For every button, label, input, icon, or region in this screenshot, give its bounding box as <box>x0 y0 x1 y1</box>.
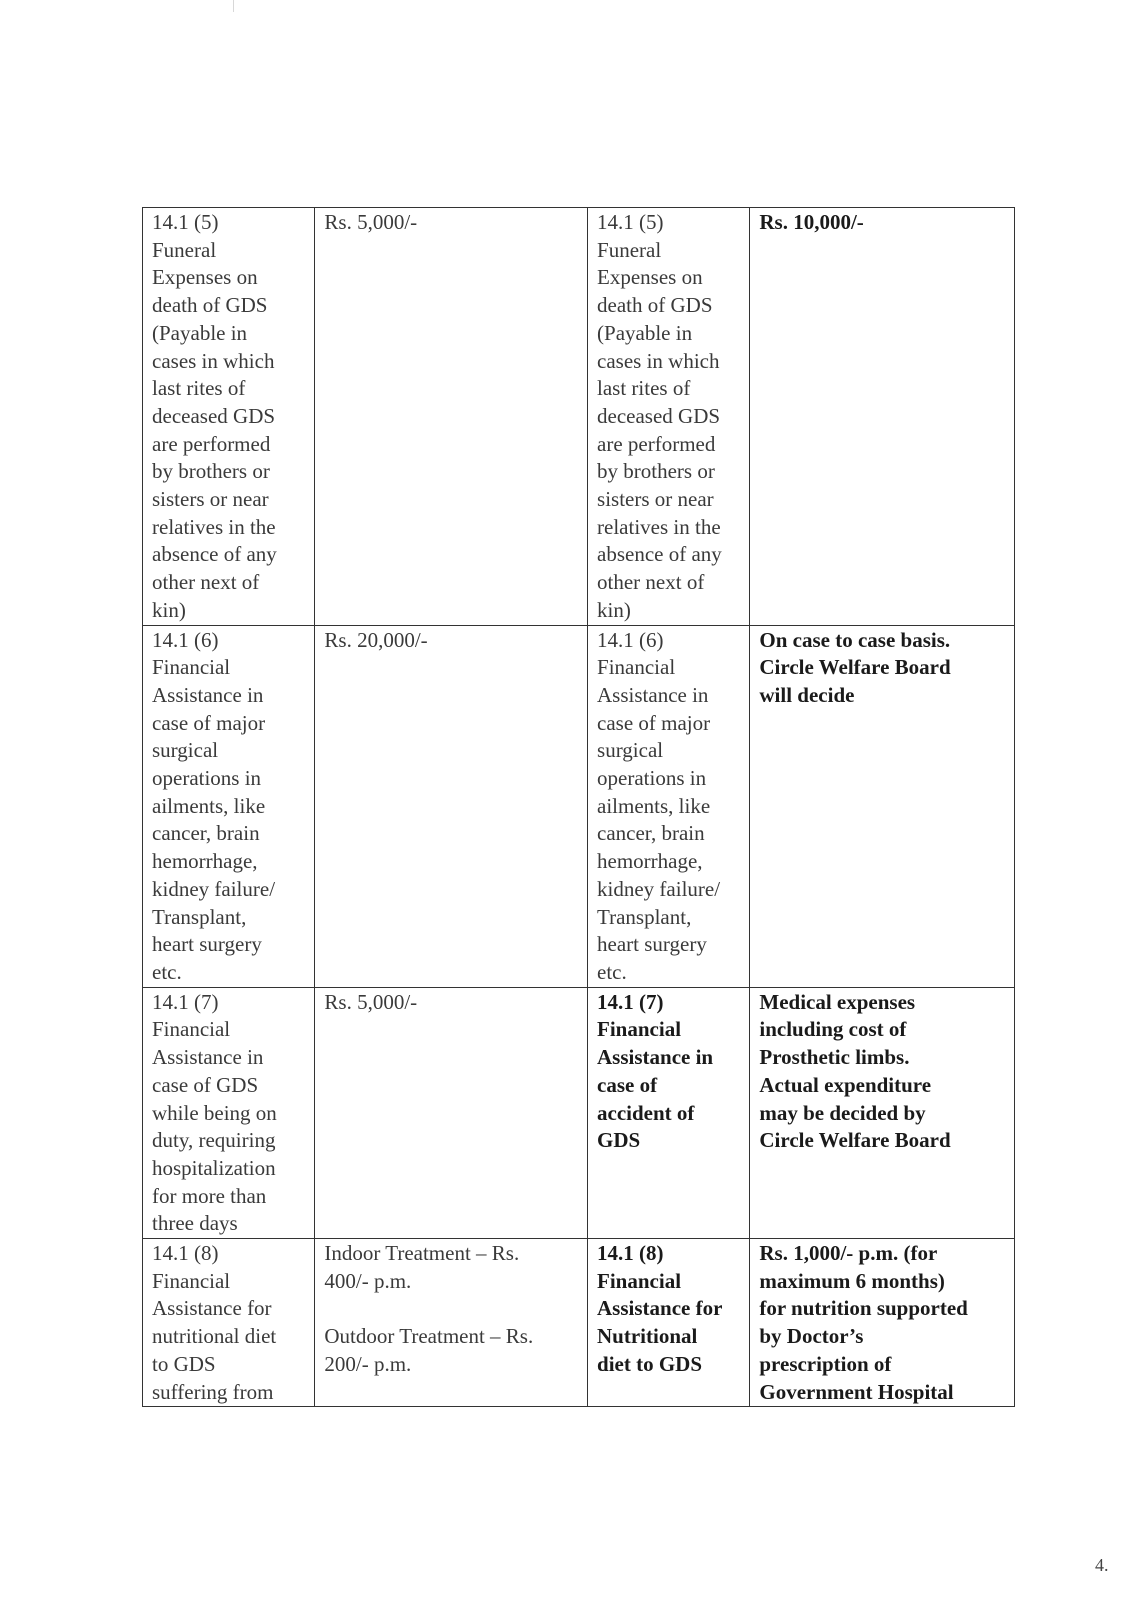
text-line: (Payable in <box>597 320 693 345</box>
outdoor-treatment-amount <box>324 1323 578 1378</box>
text-line: surgical <box>152 738 219 763</box>
text-line: Actual expenditure <box>759 1072 932 1097</box>
indoor-treatment-amount <box>324 1240 578 1295</box>
text-line: Circle Welfare Board <box>759 1128 951 1153</box>
text-line: 14.1 (5) <box>152 210 219 234</box>
text-line: Financial <box>597 1017 682 1042</box>
text-line: for more than <box>152 1183 267 1208</box>
revised-provision-cell <box>588 208 750 626</box>
text-line: 400/- p.m. <box>324 1268 412 1293</box>
text-line: nutritional diet <box>152 1324 277 1349</box>
text-line: GDS <box>597 1128 641 1153</box>
text-line: hemorrhage, <box>152 849 258 874</box>
text-line: Outdoor Treatment – Rs. <box>324 1324 534 1349</box>
text-line: kidney failure/ <box>152 876 276 901</box>
existing-provision-cell <box>143 987 315 1238</box>
revised-provision-cell <box>588 987 750 1238</box>
scan-mark <box>233 0 234 12</box>
text-line: Funeral <box>152 237 217 262</box>
text-line: relatives in the <box>597 514 721 539</box>
text-line: relatives in the <box>152 514 276 539</box>
text-line: sisters or near <box>152 487 269 512</box>
existing-amount-cell <box>315 625 588 987</box>
revised-provision-cell <box>588 625 750 987</box>
text-line: 14.1 (7) <box>152 989 219 1014</box>
text-line: etc. <box>597 959 627 984</box>
text-line: accident of <box>597 1100 695 1125</box>
text-line: Assistance in <box>152 1045 264 1070</box>
text-line: (Payable in <box>152 320 248 345</box>
spacer <box>324 1295 578 1323</box>
text-line: including cost of <box>759 1017 907 1042</box>
text-line: Rs. 5,000/- <box>324 210 418 234</box>
text-line: Transplant, <box>152 904 247 929</box>
text-line: sisters or near <box>597 487 714 512</box>
text-line: case of <box>597 1072 658 1097</box>
table-row <box>143 208 1015 626</box>
table-row <box>143 625 1015 987</box>
text-line: cancer, brain <box>152 821 260 846</box>
text-line: 14.1 (8) <box>152 1241 219 1266</box>
text-line: 14.1 (7) <box>597 989 664 1014</box>
text-line: Indoor Treatment – Rs. <box>324 1241 520 1266</box>
text-line: other next of <box>152 570 260 595</box>
text-line: deceased GDS <box>152 403 276 428</box>
text-line: are performed <box>152 431 271 456</box>
text-line: duty, requiring <box>152 1128 276 1153</box>
text-line: 14.1 (6) <box>597 627 664 652</box>
text-line: deceased GDS <box>597 403 721 428</box>
text-line: Transplant, <box>597 904 692 929</box>
text-line: case of major <box>152 710 266 735</box>
text-line: case of GDS <box>152 1072 259 1097</box>
text-line: 14.1 (8) <box>597 1241 664 1266</box>
text-line: are performed <box>597 431 716 456</box>
revised-amount-cell <box>750 208 1015 626</box>
text-line: last rites of <box>597 376 691 401</box>
text-line: Rs. 1,000/- p.m. (for <box>759 1241 938 1266</box>
text-line: heart surgery <box>152 932 262 957</box>
text-line: for nutrition supported <box>759 1296 968 1321</box>
text-line: operations in <box>152 766 262 791</box>
text-line: kidney failure/ <box>597 876 721 901</box>
text-line: Rs. 5,000/- <box>324 989 418 1014</box>
text-line: by brothers or <box>597 459 715 484</box>
revised-amount-cell <box>750 1239 1015 1407</box>
text-line: diet to GDS <box>597 1351 703 1376</box>
text-line: last rites of <box>152 376 246 401</box>
text-line: death of GDS <box>597 293 713 318</box>
text-line: cases in which <box>152 348 275 373</box>
table-row <box>143 987 1015 1238</box>
text-line: ailments, like <box>152 793 266 818</box>
text-line: suffering from <box>152 1379 274 1404</box>
text-line: maximum 6 months) <box>759 1268 945 1293</box>
text-line: hospitalization <box>152 1155 276 1180</box>
text-line: Government Hospital <box>759 1379 954 1404</box>
text-line: On case to case basis. <box>759 627 951 652</box>
benefits-table <box>142 207 1015 1407</box>
text-line: other next of <box>597 570 705 595</box>
text-line: heart surgery <box>597 932 707 957</box>
text-line: etc. <box>152 959 182 984</box>
revised-amount-cell <box>750 625 1015 987</box>
text-line: Prosthetic limbs. <box>759 1045 910 1070</box>
text-line: operations in <box>597 766 707 791</box>
text-line: by Doctor’s <box>759 1324 864 1349</box>
text-line: Assistance for <box>152 1296 272 1321</box>
existing-amount-cell <box>315 1239 588 1407</box>
text-line: Rs. 10,000/- <box>759 210 864 234</box>
text-line: cases in which <box>597 348 720 373</box>
revised-amount-cell <box>750 987 1015 1238</box>
existing-provision-cell <box>143 1239 315 1407</box>
revised-provision-cell <box>588 1239 750 1407</box>
text-line: Financial <box>152 1017 231 1042</box>
text-line: prescription of <box>759 1351 892 1376</box>
text-line: while being on <box>152 1100 277 1125</box>
text-line: death of GDS <box>152 293 268 318</box>
existing-provision-cell <box>143 625 315 987</box>
text-line: Circle Welfare Board <box>759 655 951 680</box>
text-line: Funeral <box>597 237 662 262</box>
existing-provision-cell <box>143 208 315 626</box>
text-line: Medical expenses <box>759 989 916 1014</box>
text-line: 14.1 (5) <box>597 210 664 234</box>
text-line: absence of any <box>152 542 277 567</box>
text-line: Assistance in <box>597 682 709 707</box>
page-number: 4. <box>1095 1555 1109 1575</box>
text-line: Expenses on <box>152 265 258 290</box>
text-line: kin) <box>597 597 631 622</box>
text-line: surgical <box>597 738 664 763</box>
text-line: three days <box>152 1211 238 1236</box>
existing-amount-cell <box>315 987 588 1238</box>
text-line: to GDS <box>152 1351 216 1376</box>
text-line: 14.1 (6) <box>152 627 219 652</box>
text-line: Nutritional <box>597 1324 698 1349</box>
text-line: Financial <box>152 1268 231 1293</box>
text-line: ailments, like <box>597 793 711 818</box>
text-line: Assistance for <box>597 1296 723 1321</box>
text-line: hemorrhage, <box>597 849 703 874</box>
text-line: cancer, brain <box>597 821 705 846</box>
text-line: kin) <box>152 597 186 622</box>
text-line: Rs. 20,000/- <box>324 627 428 652</box>
text-line: 200/- p.m. <box>324 1351 412 1376</box>
text-line: absence of any <box>597 542 722 567</box>
text-line: Assistance in <box>597 1045 714 1070</box>
text-line: Financial <box>152 655 231 680</box>
text-line: by brothers or <box>152 459 270 484</box>
existing-amount-cell <box>315 208 588 626</box>
text-line: may be decided by <box>759 1100 926 1125</box>
text-line: case of major <box>597 710 711 735</box>
text-line: Financial <box>597 655 676 680</box>
text-line: Assistance in <box>152 682 264 707</box>
text-line: Expenses on <box>597 265 703 290</box>
text-line: will decide <box>759 682 855 707</box>
text-line: Financial <box>597 1268 682 1293</box>
table-row <box>143 1239 1015 1407</box>
